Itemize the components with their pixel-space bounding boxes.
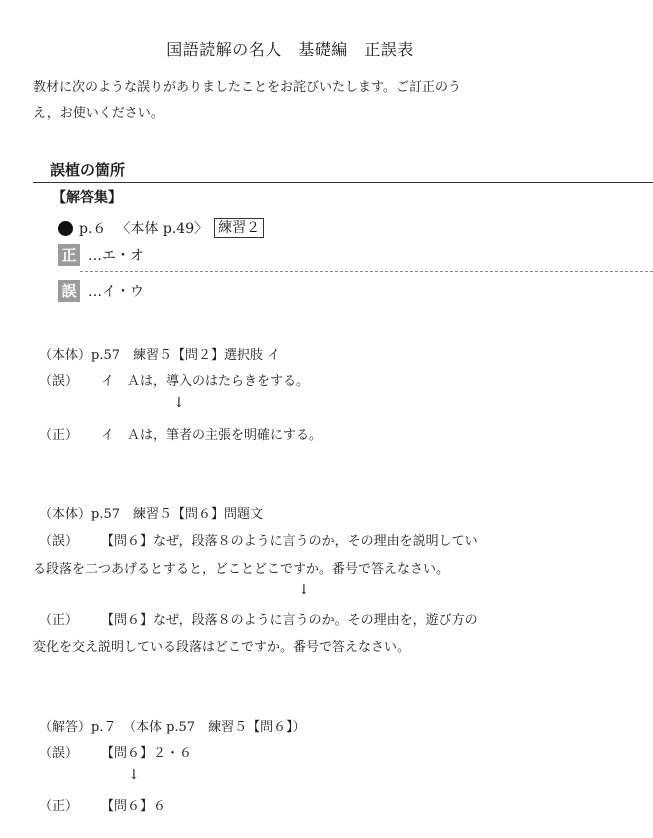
entry-1-wrong-text: イ Ａは，導入のはたらきをする。 [101,374,310,389]
wrong-answer-row [58,280,144,302]
down-arrow-icon: ↓ [173,395,185,411]
entry-2-correct [39,609,478,628]
dashed-divider [80,271,653,272]
correct-tag: 正 [58,244,80,266]
entry-2-correct-text-1: 【問６】なぜ，段落８のように言うのか。その理由を，遊び方の [101,613,478,628]
entry-1-location: （本体）p.57 練習５【問２】選択肢 イ [39,348,281,363]
entry-3-location: （解答）p.７ （本体 p.57 練習５【問６】） [39,720,306,735]
subheading: 【解答集】 [52,190,122,206]
correct-label: （正） [39,428,79,443]
correct-answer: …エ・オ [88,248,144,264]
intro-line-1: 教材に次のような誤りがありましたことをお詫びいたします。ご訂正のう [33,80,461,95]
entry-3-correct-text: 【問６】６ [101,799,167,814]
wrong-label: （誤） [39,746,79,761]
entry-2-wrong-text-2: る段落を二つあげるとすると，どことどこですか。番号で答えなさい。 [33,562,450,577]
section-heading: 誤植の箇所 [50,161,126,179]
wrong-answer: …イ・ウ [88,284,144,300]
entry-3-wrong-text: 【問６】２・６ [101,746,193,761]
entry-2-wrong [39,530,478,549]
down-arrow-icon: ↓ [128,767,140,783]
reference-exercise: 練習２ [214,218,264,238]
reference-line [58,218,264,238]
entry-3-wrong [39,742,192,761]
wrong-tag: 誤 [58,280,80,302]
page-title: 国語読解の名人 基礎編 正誤表 [166,40,414,59]
entry-1-wrong [39,370,309,389]
reference-page: p.６ [79,221,107,237]
correct-label: （正） [39,613,79,628]
entry-2-wrong-text-1: 【問６】なぜ，段落８のように言うのか，その理由を説明してい [101,534,478,549]
wrong-label: （誤） [39,374,79,389]
intro-line-2: え，お使いください。 [33,106,164,121]
section-divider [33,182,653,183]
down-arrow-icon: ↓ [298,582,310,598]
correct-answer-row [58,244,144,266]
entry-3-correct [39,795,166,814]
wrong-label: （誤） [39,534,79,549]
reference-body: 〈本体 p.49〉 [116,221,209,237]
entry-1-correct [39,424,322,443]
correct-label: （正） [39,799,79,814]
entry-1-correct-text: イ Ａは，筆者の主張を明確にする。 [101,428,323,443]
entry-2-location: （本体）p.57 練習５【問６】問題文 [39,507,263,522]
bullet-icon [58,221,73,236]
entry-2-correct-text-2: 変化を交え説明している段落はどこですか。番号で答えなさい。 [33,640,411,655]
